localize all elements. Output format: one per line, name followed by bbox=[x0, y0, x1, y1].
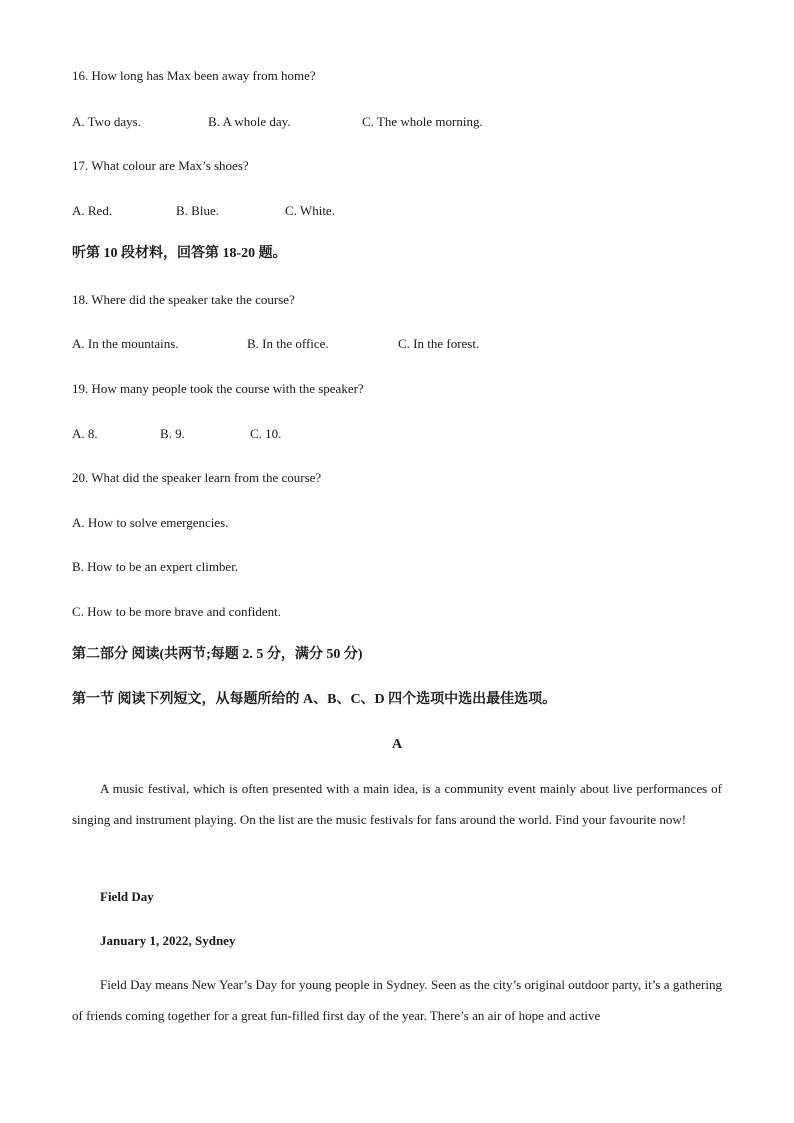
option-b: B. 9. bbox=[160, 426, 185, 441]
question-16: 16. How long has Max been away from home? bbox=[72, 68, 316, 83]
question-18: 18. Where did the speaker take the course? bbox=[72, 292, 295, 307]
festival-paragraph: Field Day means New Year’s Day for young people in Sydney. Seen as the city’s original outdoor party, it’s a gathering of friends coming together for a great fun-filled first day of the year. There’s an air of hope and active bbox=[72, 977, 722, 1023]
option-a: A. In the mountains. bbox=[72, 336, 179, 351]
question-20-option-a: A. How to solve emergencies. bbox=[72, 515, 229, 530]
festival-title: Field Day bbox=[100, 889, 154, 904]
question-20-option-b: B. How to be an expert climber. bbox=[72, 559, 239, 574]
section-10-heading: 听第 10 段材料，回答第 18-20 题。 bbox=[72, 246, 287, 261]
festival-date: January 1, 2022, Sydney bbox=[100, 933, 236, 948]
section-1-heading: 第一节 阅读下列短文，从每题所给的 A、B、C、D 四个选项中选出最佳选项。 bbox=[72, 692, 557, 707]
option-b: B. Blue. bbox=[176, 203, 219, 218]
option-a: A. Red. bbox=[72, 203, 113, 218]
option-c: C. The whole morning. bbox=[362, 114, 483, 129]
option-c: C. 10. bbox=[250, 426, 282, 441]
question-19: 19. How many people took the course with the speaker? bbox=[72, 381, 364, 396]
part-2-heading: 第二部分 阅读(共两节;每题 2. 5 分，满分 50 分) bbox=[72, 647, 363, 662]
question-20-option-c: C. How to be more brave and confident. bbox=[72, 604, 282, 619]
option-a: A. 8. bbox=[72, 426, 98, 441]
option-a: A. Two days. bbox=[72, 114, 141, 129]
question-20: 20. What did the speaker learn from the course? bbox=[72, 470, 322, 485]
option-b: B. A whole day. bbox=[208, 114, 291, 129]
option-b: B. In the office. bbox=[247, 336, 329, 351]
option-c: C. In the forest. bbox=[398, 336, 480, 351]
option-c: C. White. bbox=[285, 203, 335, 218]
intro-paragraph: A music festival, which is often presented with a main idea, is a community event mainly about live performances of singing and instrument playing. On the list are the music festivals for fans around the world. Find your favourite now! bbox=[72, 781, 722, 827]
question-17: 17. What colour are Max’s shoes? bbox=[72, 158, 249, 173]
passage-letter: A bbox=[391, 737, 403, 752]
